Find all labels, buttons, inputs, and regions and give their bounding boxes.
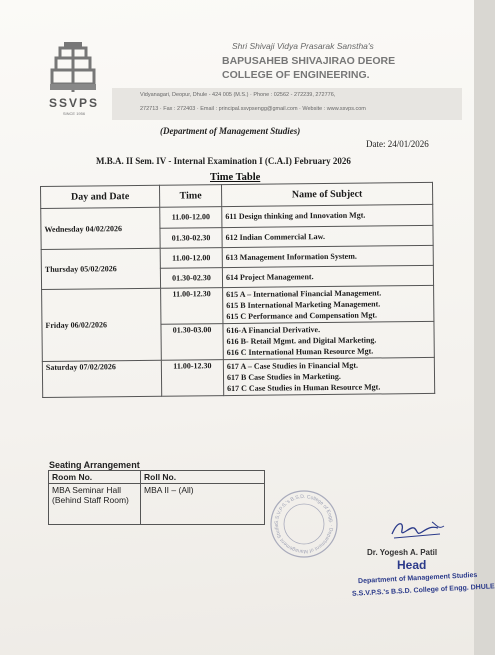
day-cell: Saturday 07/02/2026 (42, 360, 161, 397)
document-date: Date: 24/01/2026 (366, 139, 429, 149)
logo-since: SINCE 1956 (62, 111, 86, 116)
header-room: Room No. (49, 471, 141, 484)
day-cell: Friday 06/02/2026 (42, 288, 162, 361)
subject-cell (223, 357, 434, 395)
department-stamp-line1: Department of Management Studies (357, 571, 478, 586)
subject-cell: 611 Design thinking and Innovation Mgt. (222, 204, 433, 227)
day-cell: Thursday 05/02/2026 (41, 248, 160, 289)
signatory-role: Head (397, 558, 427, 572)
roll-cell: MBA II – (All) (141, 484, 265, 525)
header-day: Day and Date (41, 185, 160, 208)
subject-cell: 614 Project Management. (222, 265, 433, 287)
exam-title: M.B.A. II Sem. IV - Internal Examination I (C.A.I) February 2026 (96, 156, 351, 166)
signatory-name: Dr. Yogesh A. Patil (367, 548, 438, 557)
subject-line: 616 C International Human Resource Mgt. (226, 346, 374, 358)
subject-cell: 612 Indian Commercial Law. (222, 225, 433, 248)
timetable (40, 182, 435, 398)
subject-line: 615 B International Marketing Management. (226, 299, 381, 311)
table-row (42, 357, 434, 397)
subject-cell (223, 285, 434, 323)
header-subject: Name of Subject (221, 182, 432, 206)
time-cell: 11.00-12.30 (161, 288, 223, 325)
time-cell: 11.00-12.30 (161, 360, 223, 397)
day-cell: Wednesday 04/02/2026 (41, 207, 160, 249)
sanstha-name: Shri Shivaji Vidya Prasarak Sanstha's (232, 41, 374, 51)
logo-text: SSVPS (48, 96, 100, 110)
header-time: Time (159, 185, 221, 208)
address-line1: Vidyanagari, Deopur, Dhule - 424 005 (M.S.) · Phone : 02562 - 272239, 272776, (140, 92, 336, 98)
timetable-title: Time Table (210, 172, 261, 183)
time-cell: 01.30-02.30 (160, 227, 222, 248)
round-stamp (268, 488, 340, 560)
time-cell: 11.00-12.00 (160, 248, 222, 269)
college-name-line1: BAPUSAHEB SHIVAJIRAO DEORE (222, 55, 396, 67)
header-roll: Roll No. (141, 471, 265, 484)
subject-line: 617 A – Case Studies in Financial Mgt. (226, 360, 359, 372)
college-name-line2: COLLEGE OF ENGINEERING. (222, 69, 370, 81)
department-name: (Department of Management Studies) (160, 126, 301, 136)
table-row (49, 484, 265, 525)
subject-cell: 613 Management Information System. (222, 245, 433, 267)
seating-header-row (49, 471, 265, 484)
subject-cell (223, 321, 434, 359)
department-stamp-line2: S.S.V.P.S.'s B.S.D. College of Engg. DHULE (351, 583, 495, 598)
handwritten-signature (388, 516, 448, 544)
subject-line: 616-A Financial Derivative. (226, 325, 321, 336)
seating-title: Seating Arrangement (49, 460, 140, 470)
subject-line: 615 C Performance and Compensation Mgt. (226, 310, 378, 322)
round-stamp-text: S.S.V.P.S.'s B.S.D. College of Engg. · Department of Management Studie (273, 493, 335, 555)
time-cell: 11.00-12.00 (160, 207, 222, 228)
address-line2: 272713 · Fax : 272403 · Email : principal.ssvpsengg@gmail.com · Website : www.ssvps.com (140, 106, 366, 112)
time-cell: 01.30-03.00 (161, 324, 223, 361)
subject-line: 617 B Case Studies in Marketing. (226, 371, 341, 383)
table-row (42, 285, 434, 325)
subject-line: 616 B- Retail Mgmt. and Digital Marketing. (226, 335, 377, 347)
time-cell: 01.30-02.30 (160, 268, 222, 289)
room-cell: MBA Seminar Hall (Behind Staff Room) (49, 484, 141, 525)
seating-table (48, 470, 265, 525)
subject-line: 617 C Case Studies in Human Resource Mgt. (227, 382, 381, 394)
subject-line: 615 A – International Financial Management. (226, 288, 382, 300)
